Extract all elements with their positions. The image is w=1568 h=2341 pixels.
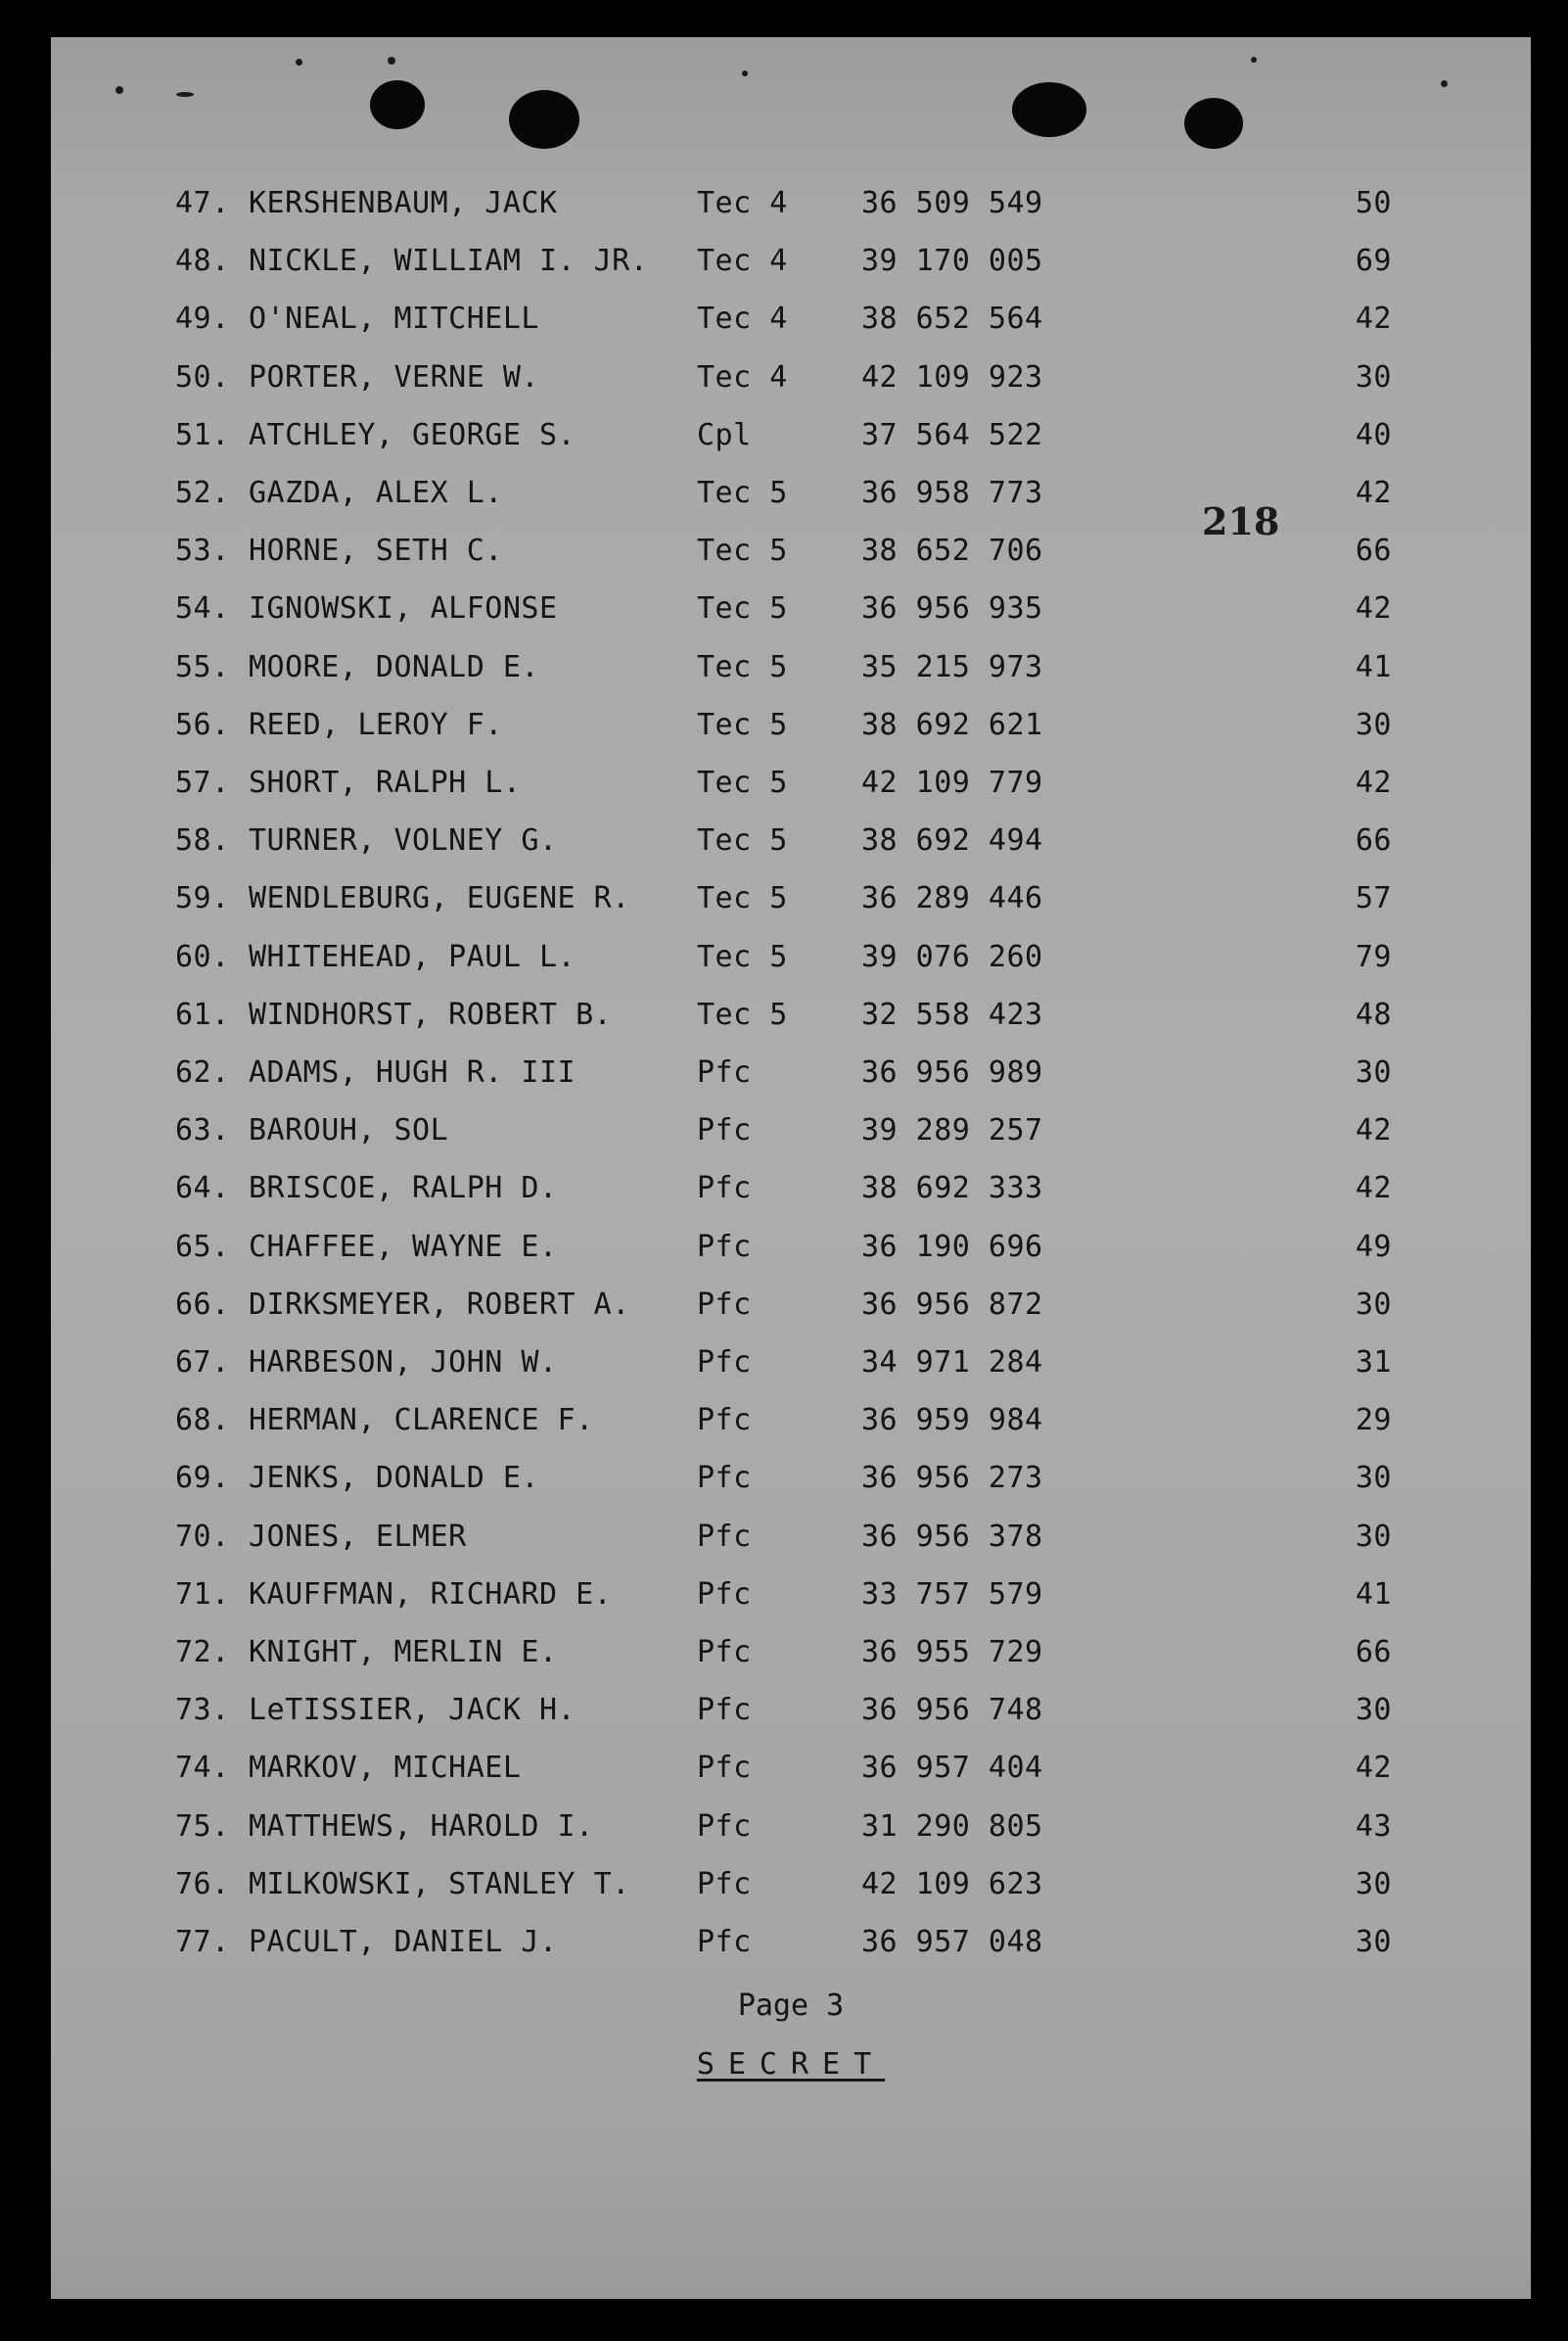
roster-row bbox=[51, 1113, 1531, 1152]
rank: Pfc bbox=[697, 1925, 752, 1959]
serial-number: 31 290 805 bbox=[861, 1808, 1043, 1844]
soldier-name: HERMAN, CLARENCE F. bbox=[249, 1403, 594, 1438]
ink-speck bbox=[388, 57, 395, 65]
rank: Tec 5 bbox=[697, 591, 788, 627]
serial-number: 36 509 549 bbox=[861, 186, 1043, 220]
entry-number: 76. bbox=[175, 1866, 230, 1901]
entry-number: 64. bbox=[175, 1171, 230, 1206]
soldier-name: MOORE, DONALD E. bbox=[249, 649, 539, 684]
serial-number: 38 652 564 bbox=[861, 302, 1043, 337]
soldier-name: IGNOWSKI, ALFONSE bbox=[249, 591, 558, 627]
punch-hole bbox=[509, 90, 579, 149]
entry-value: 43 bbox=[1355, 1808, 1392, 1844]
rank: Tec 5 bbox=[697, 766, 788, 800]
page-number: Page 3 bbox=[737, 1989, 845, 2023]
serial-number: 38 692 333 bbox=[861, 1171, 1043, 1206]
serial-number: 36 956 872 bbox=[861, 1287, 1043, 1322]
roster-row bbox=[51, 1635, 1531, 1674]
rank: Pfc bbox=[697, 1113, 752, 1148]
entry-number: 58. bbox=[175, 823, 230, 859]
entry-value: 30 bbox=[1355, 707, 1392, 742]
punch-hole bbox=[370, 80, 425, 129]
soldier-name: BAROUH, SOL bbox=[249, 1113, 449, 1148]
entry-value: 42 bbox=[1355, 1751, 1392, 1786]
entry-value: 69 bbox=[1355, 244, 1392, 279]
rank: Pfc bbox=[697, 1287, 752, 1322]
roster-row bbox=[51, 650, 1531, 689]
ink-speck bbox=[115, 86, 123, 94]
punch-hole bbox=[1184, 98, 1243, 149]
roster-row bbox=[51, 1403, 1531, 1442]
entry-value: 30 bbox=[1355, 1519, 1392, 1554]
soldier-name: JONES, ELMER bbox=[249, 1519, 467, 1554]
entry-value: 31 bbox=[1355, 1345, 1392, 1380]
serial-number: 36 958 773 bbox=[861, 476, 1043, 510]
entry-value: 41 bbox=[1355, 649, 1392, 684]
ink-speck bbox=[742, 70, 748, 76]
rank: Tec 5 bbox=[697, 649, 788, 684]
entry-value: 42 bbox=[1355, 1113, 1392, 1148]
entry-number: 53. bbox=[175, 534, 230, 569]
entry-number: 74. bbox=[175, 1751, 230, 1786]
soldier-name: ADAMS, HUGH R. III bbox=[249, 1055, 576, 1090]
entry-value: 29 bbox=[1355, 1403, 1392, 1438]
rank: Tec 5 bbox=[697, 823, 788, 859]
soldier-name: TURNER, VOLNEY G. bbox=[249, 823, 558, 859]
ink-speck bbox=[1441, 80, 1448, 87]
soldier-name: MATTHEWS, HAROLD I. bbox=[249, 1808, 594, 1844]
soldier-name: PACULT, DANIEL J. bbox=[249, 1925, 558, 1959]
classification-marking: SECRET bbox=[696, 2047, 886, 2082]
roster-row bbox=[51, 766, 1531, 805]
entry-value: 66 bbox=[1355, 823, 1392, 859]
entry-number: 72. bbox=[175, 1635, 230, 1669]
entry-number: 49. bbox=[175, 302, 230, 337]
entry-value: 48 bbox=[1355, 997, 1392, 1032]
roster-row bbox=[51, 1693, 1531, 1732]
roster-row bbox=[51, 1751, 1531, 1790]
rank: Tec 5 bbox=[697, 534, 788, 569]
entry-number: 68. bbox=[175, 1403, 230, 1438]
soldier-name: SHORT, RALPH L. bbox=[249, 766, 522, 800]
entry-value: 30 bbox=[1355, 1055, 1392, 1090]
soldier-name: BRISCOE, RALPH D. bbox=[249, 1171, 558, 1206]
roster-row bbox=[51, 1345, 1531, 1384]
serial-number: 38 652 706 bbox=[861, 534, 1043, 569]
soldier-name: MARKOV, MICHAEL bbox=[249, 1751, 522, 1786]
ink-speck bbox=[296, 59, 302, 66]
soldier-name: PORTER, VERNE W. bbox=[249, 359, 539, 395]
entry-value: 42 bbox=[1355, 1171, 1392, 1206]
soldier-name: CHAFFEE, WAYNE E. bbox=[249, 1229, 558, 1264]
rank: Pfc bbox=[697, 1576, 752, 1612]
entry-number: 77. bbox=[175, 1925, 230, 1959]
rank: Tec 4 bbox=[697, 359, 788, 395]
entry-number: 52. bbox=[175, 476, 230, 510]
roster-row bbox=[51, 881, 1531, 920]
serial-number: 36 956 273 bbox=[861, 1461, 1043, 1496]
entry-number: 67. bbox=[175, 1345, 230, 1380]
rank: Tec 5 bbox=[697, 997, 788, 1032]
serial-number: 36 957 048 bbox=[861, 1925, 1043, 1959]
entry-number: 61. bbox=[175, 997, 230, 1032]
roster-row bbox=[51, 244, 1531, 283]
roster-row bbox=[51, 1288, 1531, 1327]
rank: Pfc bbox=[697, 1866, 752, 1901]
serial-number: 37 564 522 bbox=[861, 417, 1043, 452]
roster-row bbox=[51, 1055, 1531, 1095]
rank: Pfc bbox=[697, 1519, 752, 1554]
entry-value: 42 bbox=[1355, 476, 1392, 510]
roster-row bbox=[51, 1461, 1531, 1500]
entry-value: 42 bbox=[1355, 766, 1392, 800]
soldier-name: O'NEAL, MITCHELL bbox=[249, 302, 539, 337]
serial-number: 38 692 494 bbox=[861, 823, 1043, 859]
serial-number: 36 956 989 bbox=[861, 1055, 1043, 1090]
soldier-name: KNIGHT, MERLIN E. bbox=[249, 1635, 558, 1669]
soldier-name: HARBESON, JOHN W. bbox=[249, 1345, 558, 1380]
roster-row bbox=[51, 708, 1531, 747]
rank: Pfc bbox=[697, 1635, 752, 1669]
entry-value: 42 bbox=[1355, 591, 1392, 627]
roster-row bbox=[51, 476, 1531, 515]
soldier-name: NICKLE, WILLIAM I. JR. bbox=[249, 244, 649, 279]
entry-value: 40 bbox=[1355, 417, 1392, 452]
roster-row bbox=[51, 1925, 1531, 1964]
rank: Tec 5 bbox=[697, 939, 788, 974]
rank: Tec 5 bbox=[697, 476, 788, 510]
roster-row bbox=[51, 940, 1531, 979]
entry-value: 30 bbox=[1355, 1461, 1392, 1496]
serial-number: 34 971 284 bbox=[861, 1345, 1043, 1380]
document-page bbox=[51, 37, 1531, 2299]
margin-number: 218 bbox=[1202, 499, 1280, 543]
roster-row bbox=[51, 360, 1531, 399]
roster-row bbox=[51, 1171, 1531, 1210]
entry-number: 71. bbox=[175, 1576, 230, 1612]
roster-row bbox=[51, 823, 1531, 863]
entry-number: 56. bbox=[175, 707, 230, 742]
serial-number: 39 170 005 bbox=[861, 244, 1043, 279]
entry-value: 30 bbox=[1355, 1866, 1392, 1901]
serial-number: 32 558 423 bbox=[861, 997, 1043, 1032]
entry-value: 66 bbox=[1355, 534, 1392, 569]
rank: Tec 4 bbox=[697, 302, 788, 337]
serial-number: 39 289 257 bbox=[861, 1113, 1043, 1148]
entry-number: 47. bbox=[175, 186, 230, 220]
entry-number: 75. bbox=[175, 1808, 230, 1844]
roster-row bbox=[51, 1577, 1531, 1616]
entry-value: 42 bbox=[1355, 302, 1392, 337]
entry-number: 73. bbox=[175, 1693, 230, 1728]
rank: Tec 4 bbox=[697, 244, 788, 279]
serial-number: 36 190 696 bbox=[861, 1229, 1043, 1264]
entry-number: 69. bbox=[175, 1461, 230, 1496]
serial-number: 38 692 621 bbox=[861, 707, 1043, 742]
entry-number: 65. bbox=[175, 1229, 230, 1264]
soldier-name: KERSHENBAUM, JACK bbox=[249, 186, 558, 220]
roster-row bbox=[51, 1809, 1531, 1849]
entry-value: 49 bbox=[1355, 1229, 1392, 1264]
punch-hole bbox=[1012, 82, 1086, 137]
soldier-name: HORNE, SETH C. bbox=[249, 534, 503, 569]
serial-number: 36 956 378 bbox=[861, 1519, 1043, 1554]
soldier-name: MILKOWSKI, STANLEY T. bbox=[249, 1866, 630, 1901]
soldier-name: ATCHLEY, GEORGE S. bbox=[249, 417, 576, 452]
roster-row bbox=[51, 418, 1531, 457]
roster-row bbox=[51, 591, 1531, 631]
roster-row bbox=[51, 302, 1531, 341]
soldier-name: KAUFFMAN, RICHARD E. bbox=[249, 1576, 613, 1612]
rank: Pfc bbox=[697, 1403, 752, 1438]
entry-value: 30 bbox=[1355, 1693, 1392, 1728]
entry-value: 30 bbox=[1355, 1925, 1392, 1959]
rank: Tec 5 bbox=[697, 881, 788, 916]
serial-number: 39 076 260 bbox=[861, 939, 1043, 974]
entry-number: 54. bbox=[175, 591, 230, 627]
roster-row bbox=[51, 998, 1531, 1037]
soldier-name: LeTISSIER, JACK H. bbox=[249, 1693, 576, 1728]
entry-number: 48. bbox=[175, 244, 230, 279]
serial-number: 36 289 446 bbox=[861, 881, 1043, 916]
serial-number: 42 109 623 bbox=[861, 1866, 1043, 1901]
rank: Pfc bbox=[697, 1345, 752, 1380]
entry-number: 59. bbox=[175, 881, 230, 916]
ink-speck bbox=[1251, 57, 1257, 63]
soldier-name: REED, LEROY F. bbox=[249, 707, 503, 742]
serial-number: 33 757 579 bbox=[861, 1576, 1043, 1612]
entry-number: 63. bbox=[175, 1113, 230, 1148]
rank: Cpl bbox=[697, 417, 752, 452]
roster-row bbox=[51, 1230, 1531, 1269]
serial-number: 36 956 748 bbox=[861, 1693, 1043, 1728]
entry-number: 57. bbox=[175, 766, 230, 800]
soldier-name: WENDLEBURG, EUGENE R. bbox=[249, 881, 630, 916]
entry-number: 60. bbox=[175, 939, 230, 974]
serial-number: 36 957 404 bbox=[861, 1751, 1043, 1786]
ink-speck bbox=[176, 92, 194, 97]
serial-number: 42 109 779 bbox=[861, 766, 1043, 800]
roster-row bbox=[51, 1520, 1531, 1559]
roster-row bbox=[51, 1867, 1531, 1906]
rank: Pfc bbox=[697, 1693, 752, 1728]
entry-value: 66 bbox=[1355, 1635, 1392, 1669]
soldier-name: DIRKSMEYER, ROBERT A. bbox=[249, 1287, 630, 1322]
rank: Pfc bbox=[697, 1808, 752, 1844]
entry-number: 55. bbox=[175, 649, 230, 684]
roster-row bbox=[51, 186, 1531, 225]
rank: Pfc bbox=[697, 1171, 752, 1206]
entry-number: 62. bbox=[175, 1055, 230, 1090]
serial-number: 36 959 984 bbox=[861, 1403, 1043, 1438]
rank: Pfc bbox=[697, 1055, 752, 1090]
rank: Pfc bbox=[697, 1751, 752, 1786]
serial-number: 36 955 729 bbox=[861, 1635, 1043, 1669]
entry-number: 51. bbox=[175, 417, 230, 452]
rank: Pfc bbox=[697, 1461, 752, 1496]
entry-value: 30 bbox=[1355, 1287, 1392, 1322]
rank: Pfc bbox=[697, 1229, 752, 1264]
serial-number: 36 956 935 bbox=[861, 591, 1043, 627]
soldier-name: GAZDA, ALEX L. bbox=[249, 476, 503, 510]
roster-row bbox=[51, 534, 1531, 573]
serial-number: 42 109 923 bbox=[861, 359, 1043, 395]
entry-value: 30 bbox=[1355, 359, 1392, 395]
entry-value: 79 bbox=[1355, 939, 1392, 974]
rank: Tec 4 bbox=[697, 186, 788, 220]
rank: Tec 5 bbox=[697, 707, 788, 742]
entry-number: 50. bbox=[175, 359, 230, 395]
soldier-name: WHITEHEAD, PAUL L. bbox=[249, 939, 576, 974]
entry-value: 50 bbox=[1355, 186, 1392, 220]
entry-number: 70. bbox=[175, 1519, 230, 1554]
soldier-name: JENKS, DONALD E. bbox=[249, 1461, 539, 1496]
entry-number: 66. bbox=[175, 1287, 230, 1322]
entry-value: 41 bbox=[1355, 1576, 1392, 1612]
entry-value: 57 bbox=[1355, 881, 1392, 916]
serial-number: 35 215 973 bbox=[861, 649, 1043, 684]
soldier-name: WINDHORST, ROBERT B. bbox=[249, 997, 613, 1032]
